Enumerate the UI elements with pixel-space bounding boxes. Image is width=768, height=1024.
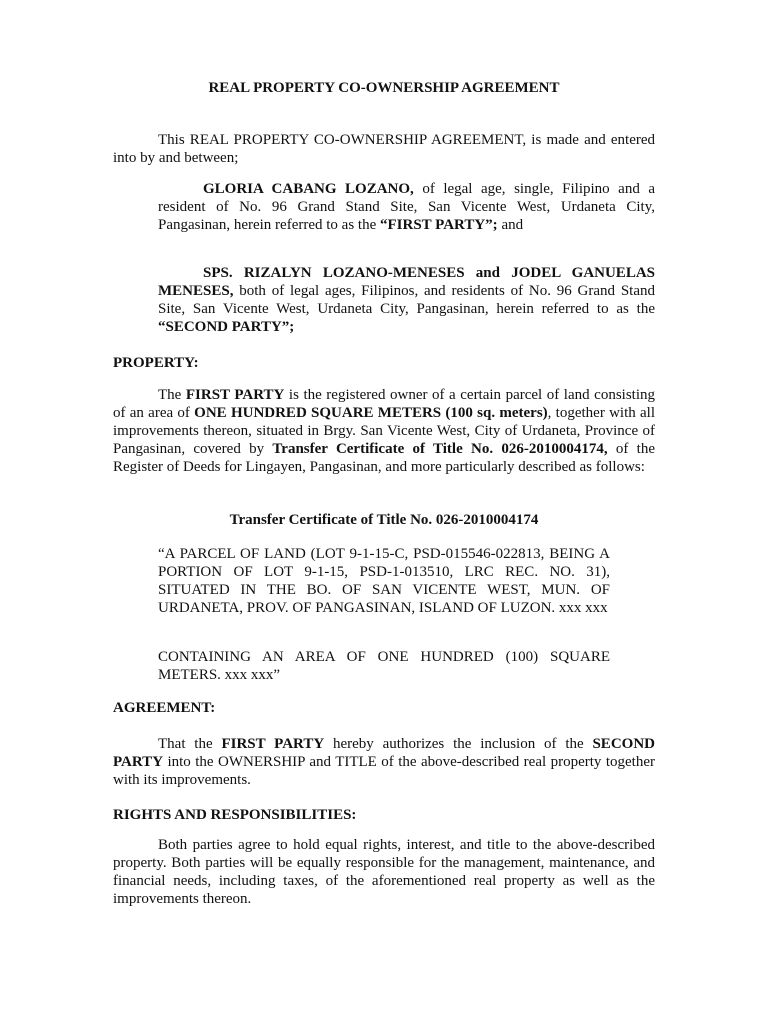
rights-paragraph: Both parties agree to hold equal rights, interest, and title to the above-described property. Both parties will be equally responsible for the management, maintenance, and financial needs, including taxes, of the aforementioned real property as well as the improvements thereon.: [113, 837, 655, 907]
property-text-1: The: [158, 387, 186, 403]
second-party-paragraph: [158, 264, 655, 336]
first-party-paragraph: [158, 180, 655, 234]
second-party-label: “SECOND PARTY”;: [158, 319, 295, 335]
second-party-text: both of legal ages, Filipinos, and residents of No. 96 Grand Stand Site, San Vicente West, Urdaneta City, Pangasinan, herein referred to as the: [158, 283, 655, 317]
property-text-2: is the registered owner of a certain parcel of land consisting of an area of: [113, 387, 656, 421]
agreement-text-1: That the: [158, 736, 222, 752]
property-first-party: FIRST PARTY: [185, 387, 285, 403]
agreement-second-party: SECOND PARTY: [113, 736, 655, 770]
property-tct: Transfer Certificate of Title No. 026-2010004174,: [272, 441, 608, 457]
agreement-paragraph: [113, 735, 655, 789]
first-party-name: GLORIA CABANG LOZANO,: [203, 181, 414, 197]
tct-title: Transfer Certificate of Title No. 026-2010004174: [229, 512, 539, 528]
property-area: ONE HUNDRED SQUARE METERS (100 sq. meters): [194, 405, 548, 421]
property-text-3: , together with all improvements thereon, situated in Brgy. San Vicente West, City of Urdaneta, Province of Pangasinan, covered by: [113, 405, 656, 457]
second-party-name: SPS. RIZALYN LOZANO-MENESES and JODEL GANUELAS MENESES,: [158, 265, 655, 299]
first-party-text: of legal age, single, Filipino and a resident of No. 96 Grand Stand Site, San Vicente West, Urdaneta City, Pangasinan, herein referred to as the: [158, 181, 656, 233]
agreement-heading: AGREEMENT:: [113, 700, 216, 716]
first-party-label: “FIRST PARTY”;: [380, 217, 498, 233]
document-title: REAL PROPERTY CO-OWNERSHIP AGREEMENT: [208, 80, 560, 96]
property-paragraph: [113, 386, 655, 476]
property-heading: PROPERTY:: [113, 355, 199, 371]
property-text-4: of the Register of Deeds for Lingayen, Pangasinan, and more particularly described as follows:: [113, 441, 656, 475]
land-area-quote: CONTAINING AN AREA OF ONE HUNDRED (100) SQUARE METERS. xxx xxx”: [158, 649, 610, 683]
agreement-text-2: hereby authorizes the inclusion of the: [324, 736, 593, 752]
rights-heading: RIGHTS AND RESPONSIBILITIES:: [113, 807, 357, 823]
agreement-first-party: FIRST PARTY: [221, 736, 325, 752]
land-description-quote: “A PARCEL OF LAND (LOT 9-1-15-C, PSD-015546-022813, BEING A PORTION OF LOT 9-1-15, PSD-1-013510, LRC REC. NO. 31), SITUATED IN THE BO. OF SAN VICENTE WEST, MUN. OF URDANETA, PROV. OF PANGASINAN, ISLAND OF LUZON. xxx xxx: [158, 546, 610, 616]
agreement-text-3: into the OWNERSHIP and TITLE of the above-described real property together with its improvements.: [113, 754, 655, 788]
first-party-end: and: [497, 217, 524, 233]
intro-paragraph: This REAL PROPERTY CO-OWNERSHIP AGREEMENT, is made and entered into by and between;: [113, 132, 655, 166]
